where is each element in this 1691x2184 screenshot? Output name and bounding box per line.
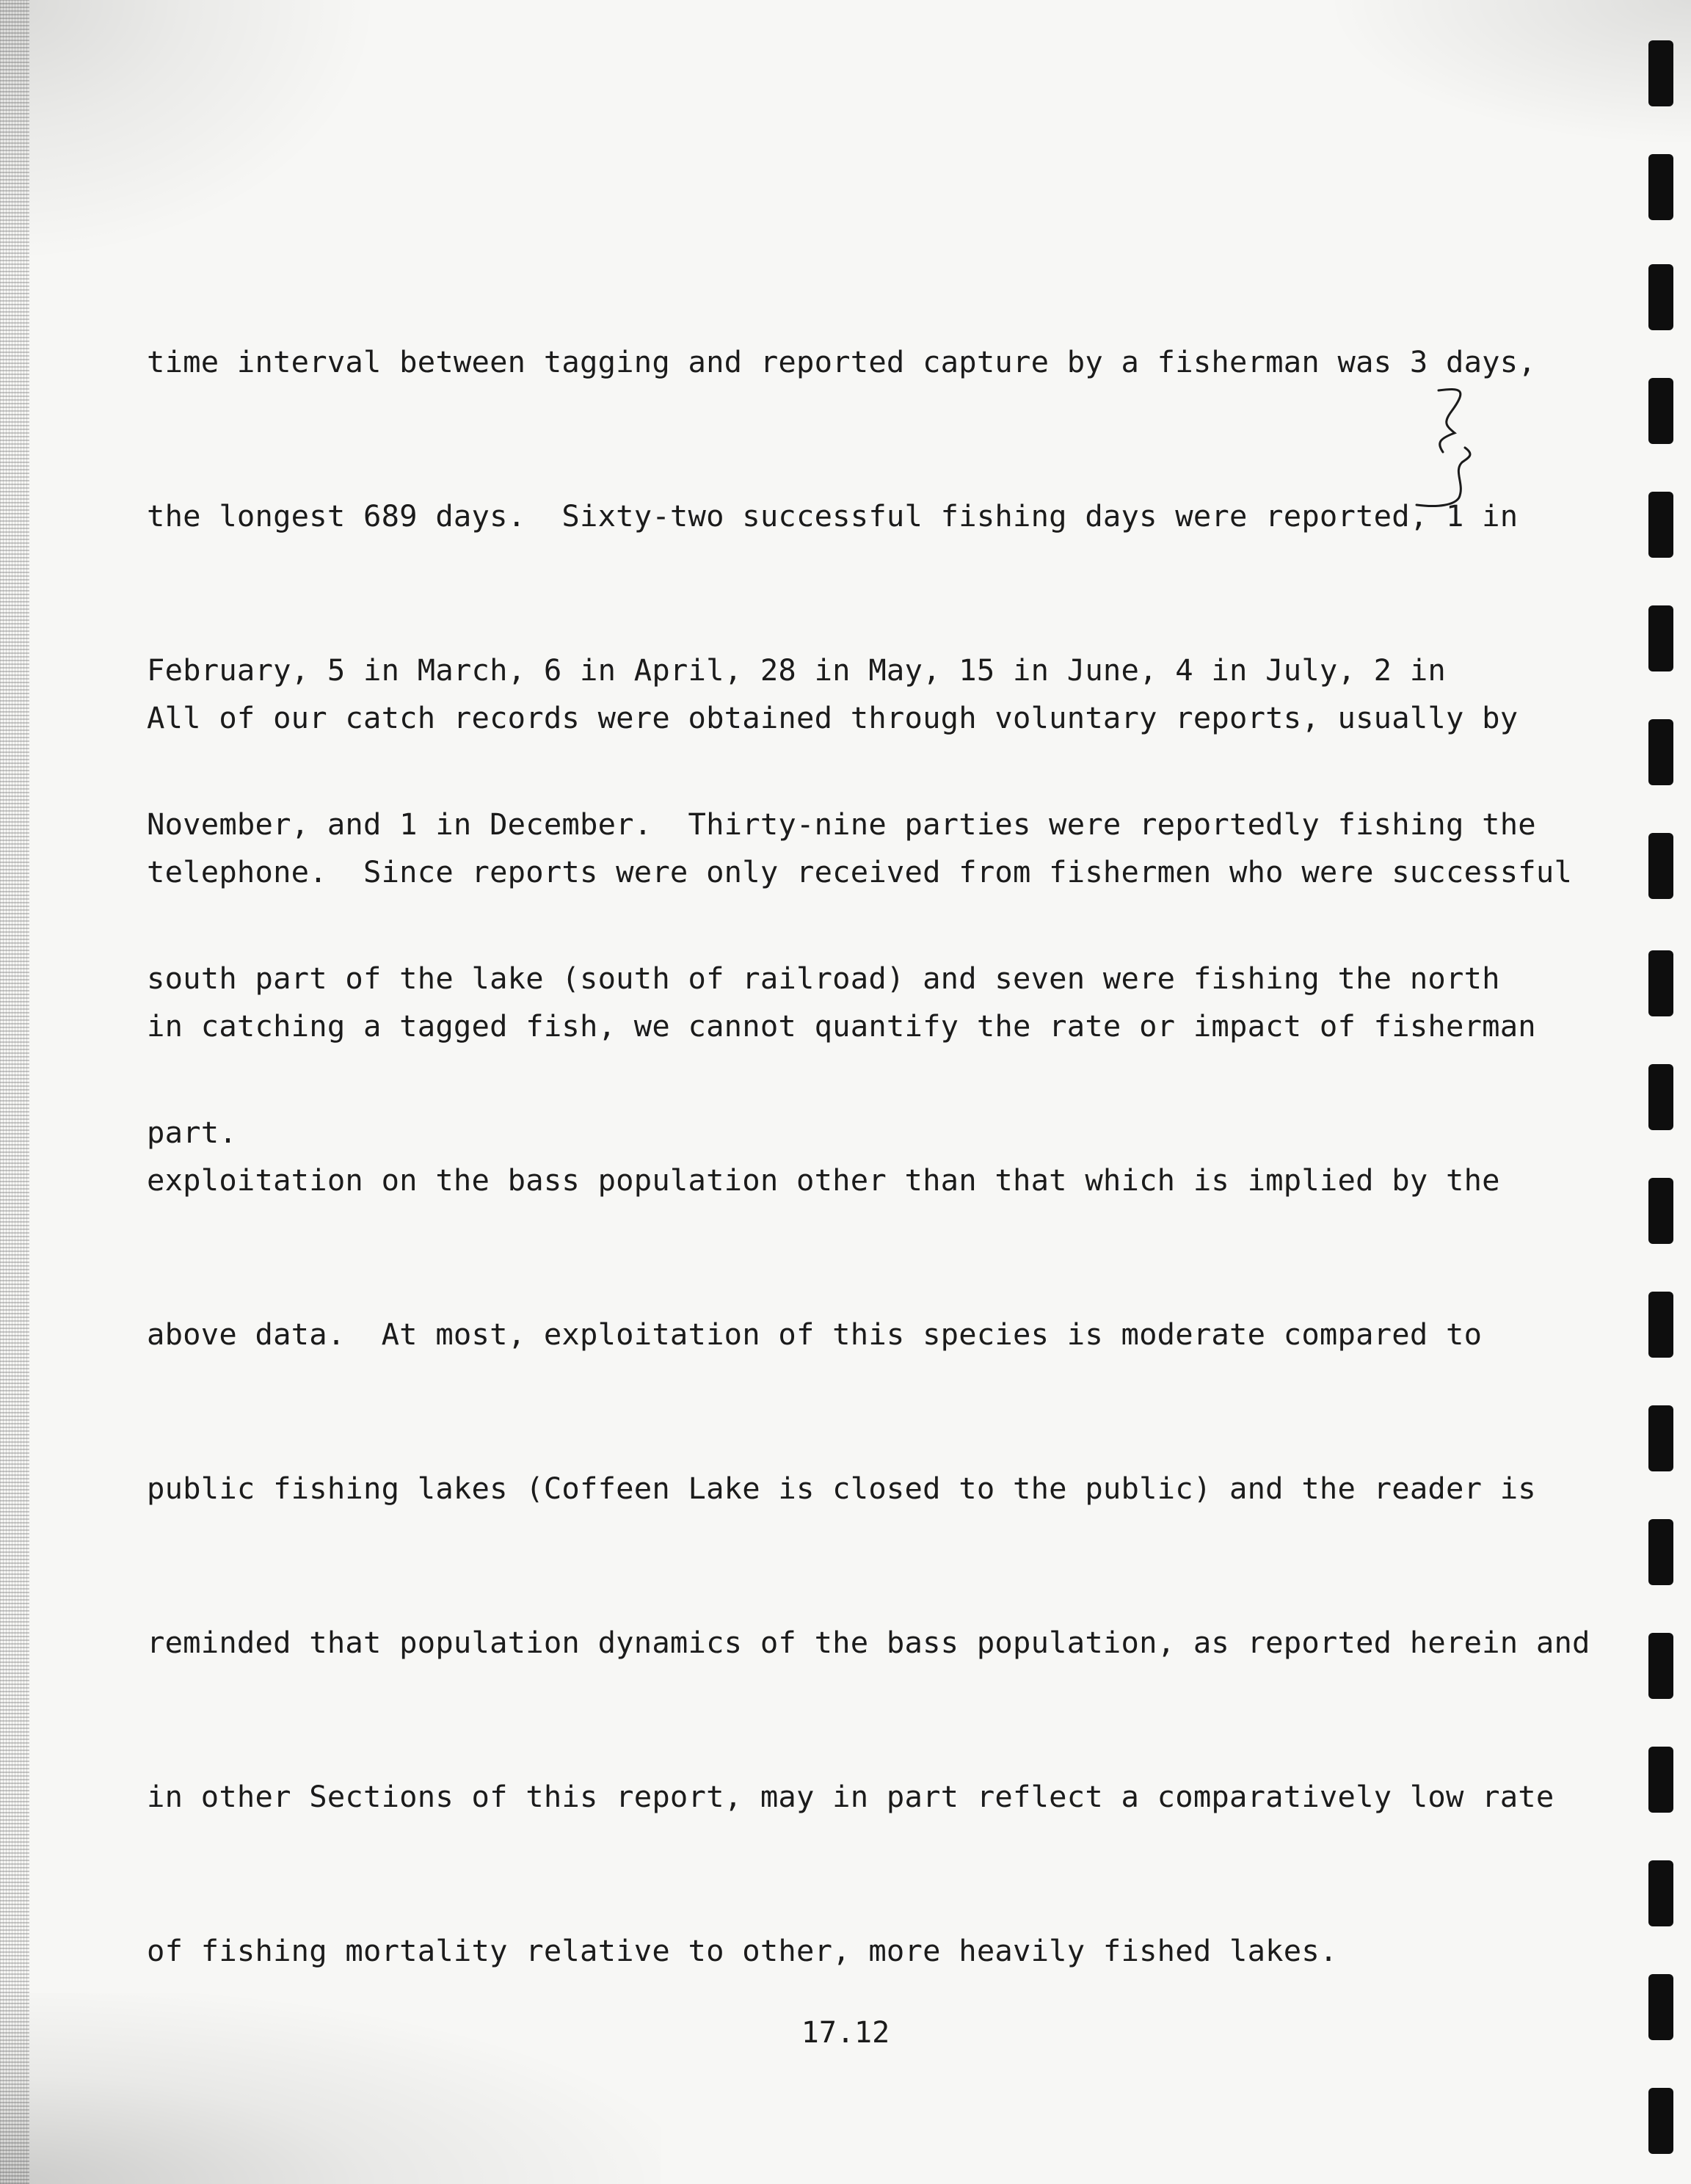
binder-hole-icon (1648, 40, 1673, 106)
binder-hole-icon (1648, 1860, 1673, 1926)
paragraph-2 (147, 589, 1590, 2028)
binder-hole-icon (1648, 1178, 1673, 1244)
binder-hole-icon (1648, 154, 1673, 220)
binder-holes (1648, 0, 1675, 2184)
binder-hole-icon (1648, 2088, 1673, 2154)
text-line: telephone. Since reports were only received from fishermen who were successful (147, 854, 1573, 889)
scan-edge-shadow (0, 0, 29, 2184)
binder-hole-icon (1648, 378, 1673, 444)
page-number: 17.12 (801, 2016, 890, 2050)
text-line: reminded that population dynamics of the bass population, as reported herein and (147, 1625, 1590, 1660)
text-line: of fishing mortality relative to other, more heavily fished lakes. (147, 1933, 1338, 1968)
binder-hole-icon (1648, 1064, 1673, 1130)
binder-hole-icon (1648, 833, 1673, 899)
text-line: November, and 1 in December. Thirty-nine parties were reportedly fishing the (147, 807, 1536, 842)
binder-hole-icon (1648, 1633, 1673, 1699)
text-line: public fishing lakes (Coffeen Lake is closed to the public) and the reader is (147, 1471, 1536, 1506)
binder-hole-icon (1648, 492, 1673, 558)
binder-hole-icon (1648, 719, 1673, 785)
scan-corner-shadow (1324, 0, 1691, 147)
text-line: in catching a tagged fish, we cannot quantify the rate or impact of fisherman (147, 1008, 1536, 1044)
binder-hole-icon (1648, 264, 1673, 330)
binder-hole-icon (1648, 1519, 1673, 1585)
handwritten-brace-icon (1394, 382, 1497, 521)
binder-hole-icon (1648, 950, 1673, 1016)
binder-hole-icon (1648, 1747, 1673, 1813)
text-line: exploitation on the bass population other than that which is implied by the (147, 1162, 1500, 1198)
scan-corner-shadow (0, 0, 382, 264)
binder-hole-icon (1648, 1292, 1673, 1358)
text-line: February, 5 in March, 6 in April, 28 in May, 15 in June, 4 in July, 2 in (147, 652, 1446, 688)
text-line: the longest 689 days. Sixty-two successful fishing days were reported, 1 in (147, 498, 1519, 534)
binder-hole-icon (1648, 1974, 1673, 2040)
binder-hole-icon (1648, 605, 1673, 671)
binder-hole-icon (1648, 1405, 1673, 1471)
text-line: in other Sections of this report, may in part reflect a comparatively low rate (147, 1779, 1554, 1814)
text-line: time interval between tagging and reported capture by a fisherman was 3 days, (147, 344, 1536, 379)
text-line: part. (147, 1115, 237, 1150)
text-line: south part of the lake (south of railroad) and seven were fishing the north (147, 961, 1500, 996)
text-line: All of our catch records were obtained through voluntary reports, usually by (147, 700, 1519, 735)
text-line: above data. At most, exploitation of this species is moderate compared to (147, 1317, 1483, 1352)
